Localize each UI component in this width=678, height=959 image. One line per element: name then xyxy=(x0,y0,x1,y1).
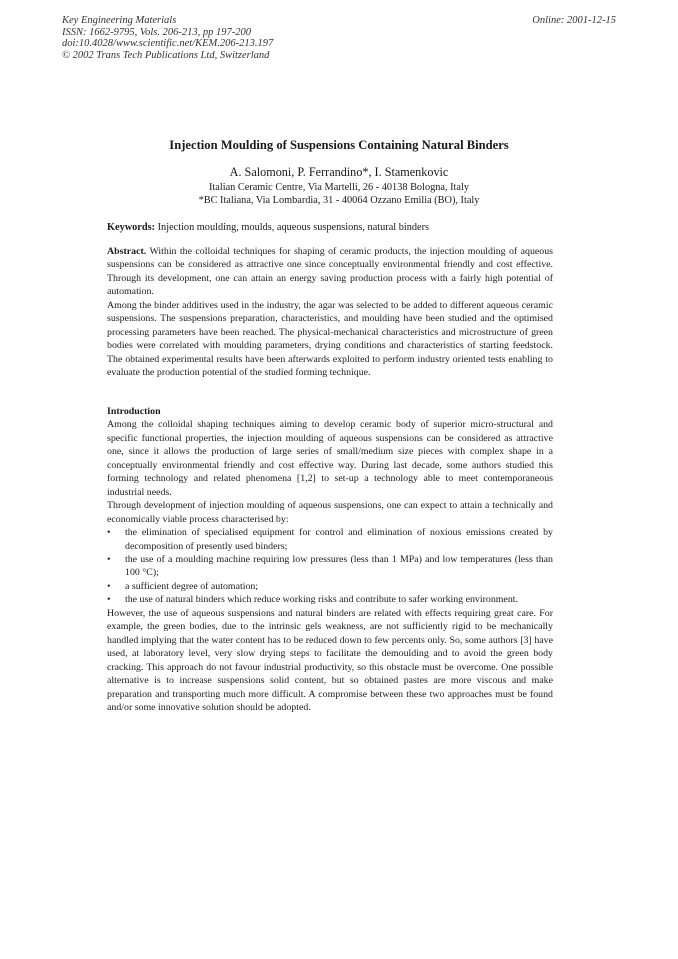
bullet-item xyxy=(107,593,553,606)
affiliation-1: Italian Ceramic Centre, Via Martelli, 26 - 40138 Bologna, Italy xyxy=(209,182,469,193)
bullet-text: the elimination of specialised equipment for control and elimination of noxious emissions created by decomposition of presently used binders; xyxy=(125,527,553,552)
abstract-section xyxy=(107,245,553,380)
bullet-item xyxy=(107,553,553,580)
intro-paragraph-2: Through development of injection moulding of aqueous suspensions, one can expect to attain a technically and economically viable process characterised by: xyxy=(107,500,553,525)
keywords-line xyxy=(107,221,555,234)
journal-header xyxy=(62,15,273,61)
bullet-marker: • xyxy=(107,553,111,565)
abstract-text-1: Within the colloidal techniques for shaping of ceramic products, the injection moulding of aqueous suspensions can be considered as attractive one since conceptually environmental friendly and cost effective. Through its development, one can attain an energy saving production process with a fairly high potential of automation. xyxy=(107,246,553,298)
keywords-label: Keywords: xyxy=(107,222,156,233)
bullet-item xyxy=(107,580,553,593)
copyright-line: © 2002 Trans Tech Publications Ltd, Switzerland xyxy=(62,49,270,61)
abstract-paragraph-2: Among the binder additives used in the industry, the agar was selected to be added to different aqueous ceramic suspensions. The suspensions preparation, characteristics, and moulding have been studied and the optimised processing parameters have been reached. The physical-mechanical characteristics and microstructure of green bodies were correlated with moulding parameters, drying conditions and characteristics of starting feedstock. The obtained experimental results have been afterwards exploited to perform industry oriented tests enabling to evaluate the production potential of the studied forming technique. xyxy=(107,299,553,379)
keywords-text: Injection moulding, moulds, aqueous suspensions, natural binders xyxy=(157,222,430,233)
online-date: Online: 2001-12-15 xyxy=(532,15,616,26)
bullet-marker: • xyxy=(107,580,111,592)
feature-bullet-list xyxy=(107,526,553,607)
bullet-text: a sufficient degree of automation; xyxy=(125,580,259,592)
author-list: A. Salomoni, P. Ferrandino*, I. Stamenkovic xyxy=(229,165,449,179)
abstract-paragraph-1 xyxy=(107,245,553,299)
introduction-section xyxy=(107,405,553,714)
bullet-item xyxy=(107,526,553,553)
journal-name: Key Engineering Materials xyxy=(62,15,177,26)
paper-title: Injection Moulding of Suspensions Containing Natural Binders xyxy=(169,138,509,152)
intro-paragraph-3: However, the use of aqueous suspensions and natural binders are related with effects requiring great care. For example, the green bodies, due to the intrinsic gels weakness, are not sufficiently rigid to be mechanically handled implying that the water content has to be reduced down to few percents only. So, some authors [3] have used, at laboratory level, very slow drying steps to facilitate the demoulding and to avoid the green body cracking. This approach do not favour industrial productivity, so this obstacle must be overcome. One possible alternative is to increase suspensions solid content, but so obtained pastes are more viscous and make preparation and transporting much more difficult. A compromise between these two approaches must be found and/or some innovative solution should be adopted. xyxy=(107,607,553,713)
doi-line: doi:10.4028/www.scientific.net/KEM.206-213.197 xyxy=(62,38,274,49)
issn-line: ISSN: 1662-9795, Vols. 206-213, pp 197-200 xyxy=(62,26,251,38)
bullet-marker: • xyxy=(107,594,111,606)
bullet-text: the use of natural binders which reduce working risks and contribute to safer working environment. xyxy=(125,594,518,606)
intro-paragraph-1: Among the colloidal shaping techniques aiming to develop ceramic body of superior micro-structural and specific functional properties, the injection moulding of aqueous suspensions can be considered as attractive one, since it allows the production of large series of small/medium size pieces with complex shape in a conceptually environmental friendly and cost effective way. During last decade, some authors studied this forming technology and related phenomena [1,2] to set-up a technology able to meet contemporaneous industrial needs. xyxy=(107,419,553,498)
bullet-marker: • xyxy=(107,527,111,539)
introduction-heading: Introduction xyxy=(107,406,161,417)
abstract-label: Abstract. xyxy=(107,246,147,257)
bullet-text: the use of a moulding machine requiring low pressures (less than 1 MPa) and low temperatures (less than 100 °C); xyxy=(125,553,553,579)
affiliation-2: *BC Italiana, Via Lombardia, 31 - 40064 Ozzano Emilia (BO), Italy xyxy=(198,195,480,206)
